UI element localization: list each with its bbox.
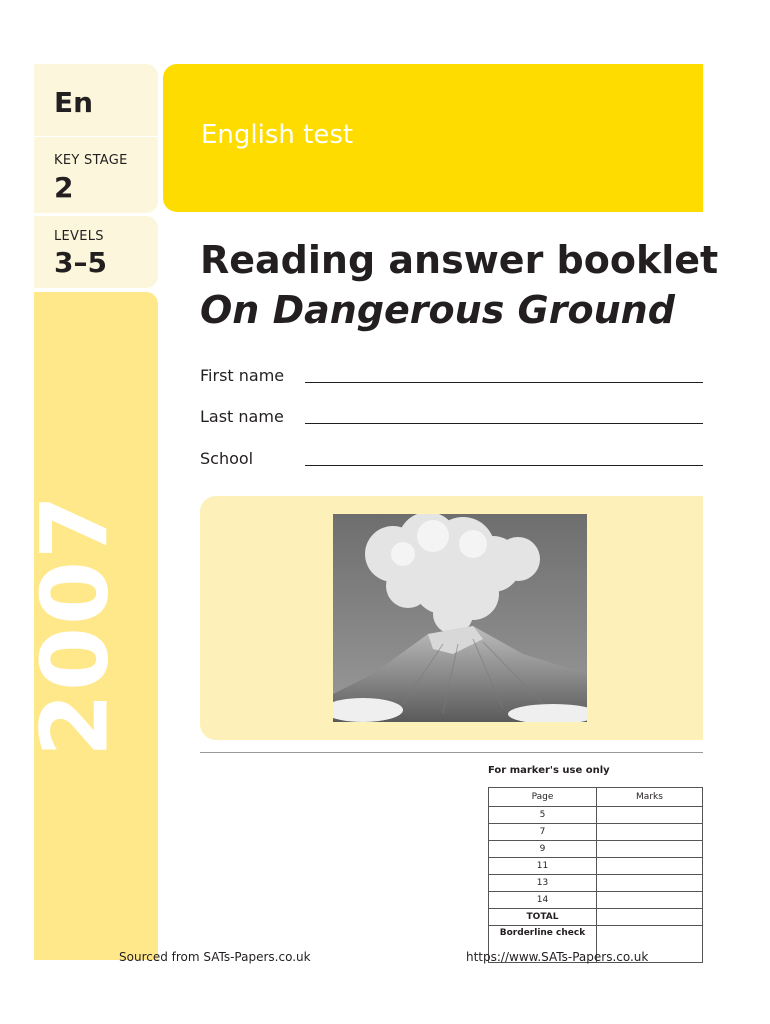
- page-column-header: Page: [489, 788, 597, 807]
- first-name-field[interactable]: [305, 382, 703, 383]
- table-row: [489, 875, 703, 892]
- school-label: School: [200, 449, 254, 468]
- table-row: [489, 824, 703, 841]
- marks-cell[interactable]: [597, 824, 703, 841]
- key-stage-value: 2: [54, 171, 74, 204]
- page-number: 7: [489, 824, 597, 841]
- table-row: [489, 807, 703, 824]
- page-number: 5: [489, 807, 597, 824]
- page-number: 9: [489, 841, 597, 858]
- marks-cell[interactable]: [597, 858, 703, 875]
- test-name: English test: [201, 120, 354, 150]
- first-name-label: First name: [200, 366, 285, 385]
- levels-box: [34, 216, 158, 288]
- page-number: 11: [489, 858, 597, 875]
- page-number: 13: [489, 875, 597, 892]
- key-stage-box: [34, 137, 158, 213]
- page-subtitle: On Dangerous Ground: [200, 288, 675, 332]
- school-field[interactable]: [305, 465, 703, 466]
- table-row: [489, 892, 703, 909]
- footer-url[interactable]: https://www.SATs-Papers.co.uk: [466, 950, 649, 964]
- header-band: [163, 64, 703, 212]
- marker-caption: For marker's use only: [488, 765, 610, 776]
- page-title: Reading answer booklet: [200, 238, 719, 282]
- footer-source: Sourced from SATs-Papers.co.uk: [119, 950, 311, 964]
- marks-column-header: Marks: [597, 788, 703, 807]
- last-name-label: Last name: [200, 407, 284, 426]
- total-label: TOTAL: [489, 909, 597, 926]
- marks-cell[interactable]: [597, 892, 703, 909]
- total-row: [489, 909, 703, 926]
- last-name-field[interactable]: [305, 423, 703, 424]
- marks-table: [488, 787, 703, 963]
- table-row: [489, 841, 703, 858]
- page-number: 14: [489, 892, 597, 909]
- subject-box: [34, 64, 158, 136]
- volcano-eruption-photo: [333, 514, 587, 722]
- total-marks-cell[interactable]: [597, 909, 703, 926]
- key-stage-label: KEY STAGE: [54, 153, 128, 168]
- marks-cell[interactable]: [597, 875, 703, 892]
- borderline-label: Borderline check: [489, 926, 597, 963]
- levels-value: 3–5: [54, 246, 107, 279]
- table-row: [489, 858, 703, 875]
- year-label: 2007: [21, 492, 129, 758]
- subject-code: En: [54, 86, 94, 119]
- marks-cell[interactable]: [597, 807, 703, 824]
- divider: [200, 752, 703, 753]
- marks-cell[interactable]: [597, 841, 703, 858]
- levels-label: LEVELS: [54, 229, 104, 244]
